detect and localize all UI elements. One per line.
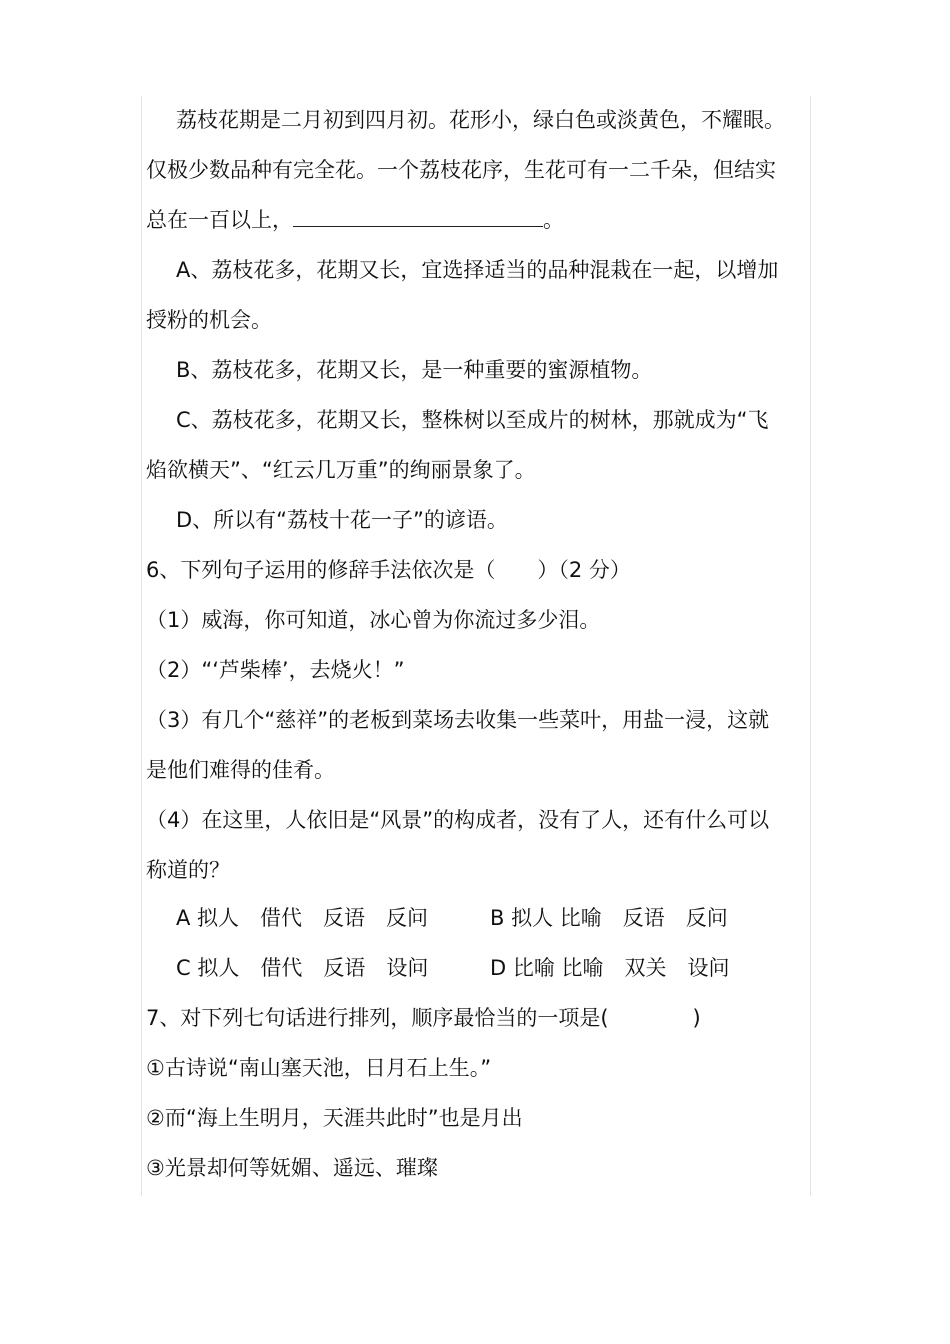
q6-option-b: B 拟人 比喻 反语 反问 (490, 906, 728, 930)
q6-sentence-3-line2: 是他们难得的佳肴。 (146, 758, 335, 782)
q7-item-1: ①古诗说“南山塞天池，日月石上生。” (146, 1056, 492, 1080)
q5-option-a-line1: A、荔枝花多，花期又长，宜选择适当的品种混栽在一起，以增加 (176, 258, 779, 282)
passage-line-3-suffix: 。 (543, 208, 564, 232)
q6-stem: 6、下列句子运用的修辞手法依次是（ ）（2 分） (146, 558, 631, 582)
q6-sentence-4-line2: 称道的？ (146, 858, 230, 882)
q5-option-b: B、荔枝花多，花期又长，是一种重要的蜜源植物。 (176, 358, 653, 382)
q6-option-d: D 比喻 比喻 双关 设问 (490, 956, 730, 980)
passage-line-3 (146, 205, 564, 235)
q6-sentence-3-line1: （3）有几个“慈祥”的老板到菜场去收集一些菜叶，用盐一浸，这就 (146, 708, 770, 732)
q7-item-2: ②而“海上生明月，天涯共此时”也是月出 (146, 1106, 523, 1130)
q6-sentence-4-line1: （4）在这里，人依旧是“风景”的构成者，没有了人，还有什么可以 (146, 808, 770, 832)
q6-option-a: A 拟人 借代 反语 反问 (176, 906, 429, 930)
passage-line-3-prefix: 总在一百以上， (146, 208, 293, 232)
q6-option-c: C 拟人 借代 反语 设问 (176, 956, 429, 980)
q5-option-d: D、所以有“荔枝十花一子”的谚语。 (176, 508, 508, 532)
q5-option-c-line2: 焰欲横天”、“红云几万重”的绚丽景象了。 (146, 458, 536, 482)
answer-blank[interactable] (293, 206, 543, 227)
passage-line-1: 荔枝花期是二月初到四月初。花形小，绿白色或淡黄色，不耀眼。 (176, 108, 785, 132)
q6-sentence-2: （2）“‘芦柴棒’，去烧火！” (146, 658, 405, 682)
passage-line-2: 仅极少数品种有完全花。一个荔枝花序，生花可有一二千朵，但结实 (146, 158, 776, 182)
q7-item-3: ③光景却何等妩媚、遥远、璀璨 (146, 1156, 438, 1180)
q5-option-c-line1: C、荔枝花多，花期又长，整株树以至成片的树林，那就成为“飞 (176, 408, 769, 432)
q7-stem: 7、对下列七句话进行排列，顺序最恰当的一项是( ) (146, 1006, 701, 1030)
q6-sentence-1: （1）威海，你可知道，冰心曾为你流过多少泪。 (146, 608, 601, 632)
q5-option-a-line2: 授粉的机会。 (146, 308, 272, 332)
